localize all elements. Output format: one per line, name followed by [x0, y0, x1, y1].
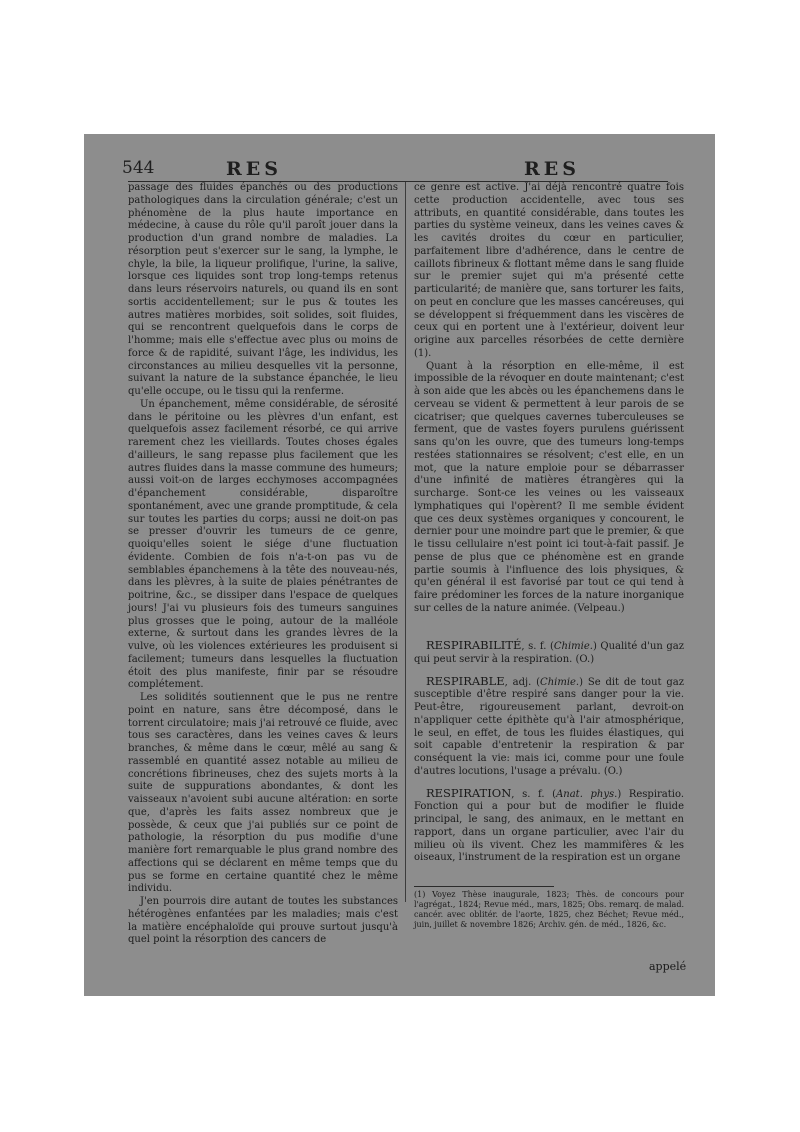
domain-label: Chimie.: [553, 641, 593, 652]
right-column: [414, 182, 684, 614]
footnote-rule: [414, 886, 554, 887]
grammar: , s. f. (: [521, 641, 554, 652]
catchword: appelé: [649, 960, 687, 973]
domain-label: Anat. phys.: [556, 788, 618, 800]
footnote: (1) Voyez Thèse inaugurale, 1823; Thès. de concours pour l'agrégat., 1824; Revue méd., mars, 1825; Obs. remarq. de malad. cancér. avec oblitér. de l'aorte, 1825, chez Béchet; Revue méd., juin, juillet & novembre 1826; Archiv. gén. de méd., 1826, &c.: [414, 890, 684, 929]
paragraph: ce genre est active. J'ai déjà rencontré quatre fois cette production accidentelle, avec tous ses attributs, en quantité considérable, dans toutes les parties du système veineux, dans les veines caves & les cavités droites du cœur en particulier, parfaitement libre d'adhérence, dans le centre de caillots fibrineux & flottant même dans le sang fluide sur le premier sujet qui m'a présenté cette particularité; de manière que, sans torturer les faits, on peut en conclure que les masses cancéreuses, qui se développent si fréquemment dans les viscères de ceux qui en portent une à l'extérieur, doivent leur origine aux parcelles résorbées de cette dernière (1).: [414, 182, 684, 359]
entry-respirabilite: [414, 639, 684, 667]
page-number: 544: [122, 158, 155, 178]
paragraph: Un épanchement, même considérable, de sérosité dans le péritoine ou les plèvres d'un enfant, est quelquefois assez facilement résorbé, ce qui arrive rarement chez les vieillards. Toutes choses égales d'ailleurs, le sang repasse plus facilement que les autres fluides dans la masse commune des humeurs; aussi voit-on de larges ecchymoses accompagnées d'épanchement considérable, disparoître spontanément, avec une grande promptitude, & cela sur toutes les parties du corps; aussi ne doit-on pas se presser d'ouvrir les tumeurs de ce genre, quoiqu'elles soient le siége d'une fluctuation évidente. Combien de fois n'a-t-on pas vu de semblables épanchemens à la tête des nouveau-nés, dans les plèvres, à la suite de plaies pénétrantes de poitrine, &c., se dissiper dans l'espace de quelques jours! J'ai vu plusieurs fois des tumeurs sanguines plus grosses que le poing, autour de la malléole externe, & surtout dans les grandes lèvres de la vulve, où les violences extérieures les produisent si facilement; tumeurs dans lesquelles la fluctuation étoit des plus manifeste, finir par se résoudre complétement.: [128, 398, 398, 691]
entry-text: ) Qualité d'un gaz qui peut servir à la respiration. (O.): [414, 641, 684, 665]
paragraph: Les solidités soutiennent que le pus ne rentre point en nature, sans être décomposé, dans le torrent circulatoire; mais j'ai retrouvé ce fluide, avec tous ses caractères, dans les veines caves & leurs branches, & même dans le cœur, mêlé au sang & rassemblé en quantité assez notable au milieu de concrétions fibrineuses, chez des sujets morts à la suite de suppurations abondantes, & dont les vaisseaux n'avoient subi aucune altération: en sorte que, d'après les faits assez nombreux que je possède, & ceux que j'ai publiés sur ce point de pathologie, la résorption du pus modifie d'une manière fort remarquable le plus grand nombre des affections qui se déclarent en même temps que du pus se forme en certaine quantité chez le même individu.: [128, 692, 398, 895]
headword: RESPIRABLE: [426, 673, 505, 688]
entry-text: ) Respiratio. Fonction qui a pour but de modifier le fluide principal, le sang, des animaux, en le mettant en rapport, dans un organe particulier, avec l'air du milieu où ils vivent. Chez les mammifères & les oiseaux, l'instrument de la respiration est un organe: [414, 788, 684, 864]
entry-respirable: [414, 675, 684, 779]
grammar: , s. f. (: [511, 788, 557, 800]
left-column: [128, 182, 398, 946]
column-divider: [405, 182, 406, 902]
entry-respiration: [414, 787, 684, 866]
running-head-left: RES: [226, 158, 282, 180]
paragraph: J'en pourrois dire autant de toutes les substances hétérogènes enfantées par les maladies; mais c'est la matière encéphaloïde qui prouve surtout jusqu'à quel point la résorption des cancers de: [128, 896, 398, 946]
headword: RESPIRABILITÉ: [426, 638, 522, 652]
entry-text: ) Se dit de tout gaz susceptible d'être respiré sans danger pour la vie. Peut-être, rigoureusement parlant, devroit-on n'appliquer cette épithète qu'à l'air atmosphérique, le seul, en effet, de tous les fluides élastiques, qui soit capable d'entretenir la respiration & par conséquent la vie: mais ici, comme pour une foule d'autres locutions, l'usage a prévalu. (O.): [414, 676, 684, 777]
paragraph: Quant à la résorption en elle-même, il est impossible de la révoquer en doute maintenant; c'est à son aide que les abcès ou les épanchemens dans le cerveau se vident & permettent à leur parois de se cicatriser; que quelques cavernes tuberculeuses se ferment, que de vastes foyers purulens guérissent sans qu'on les ouvre, que des tumeurs long-temps restées stationnaires se résolvent; c'est elle, en un mot, que la nature emploie pour se débarrasser d'une infinité de matières étrangères qui la surcharge. Sont-ce les veines ou les vaisseaux lymphatiques qui l'opèrent? Il me semble évident que ces deux systèmes organiques y concourent, le dernier pour une moindre part que le premier, & que le tissu cellulaire n'est point ici tout-à-fait passif. Je pense de plus que ce phénomène est en grande partie soumis à l'influence des lois physiques, & qu'en général il est favorisé par tout ce qui tend à faire prédominer les forces de la nature inorganique sur celles de la nature animée. (Velpeau.): [414, 360, 684, 614]
running-head-right: RES: [524, 158, 580, 180]
paragraph: passage des fluides épanchés ou des productions pathologiques dans la circulation générale; c'est un phénomène de la plus haute importance en médecine, à cause du rôle qu'il paroît jouer dans la production d'un grand nombre de maladies. La résorption peut s'exercer sur le sang, la lymphe, le chyle, la bile, la liqueur prolifique, l'urine, la salive, lorsque ces liquides sont trop long-temps retenus dans leurs réservoirs naturels, ou quand ils en sont sortis accidentellement; sur le pus & toutes les autres matières morbides, soit solides, soit fluides, qui se rencontrent quelquefois dans le corps de l'homme; mais elle s'effectue avec plus ou moins de force & de rapidité, suivant l'âge, les individus, les circonstances au milieu desquelles vit la personne, suivant la nature de la substance épanchée, le lieu qu'elle occupe, ou le tissu qui la renferme.: [128, 182, 398, 397]
domain-label: Chimie.: [540, 676, 580, 688]
scanned-page: [84, 134, 715, 996]
dictionary-entries: [414, 639, 684, 873]
grammar: , adj. (: [504, 676, 541, 688]
headword: RESPIRATION: [426, 785, 512, 800]
page-header: [84, 158, 715, 180]
